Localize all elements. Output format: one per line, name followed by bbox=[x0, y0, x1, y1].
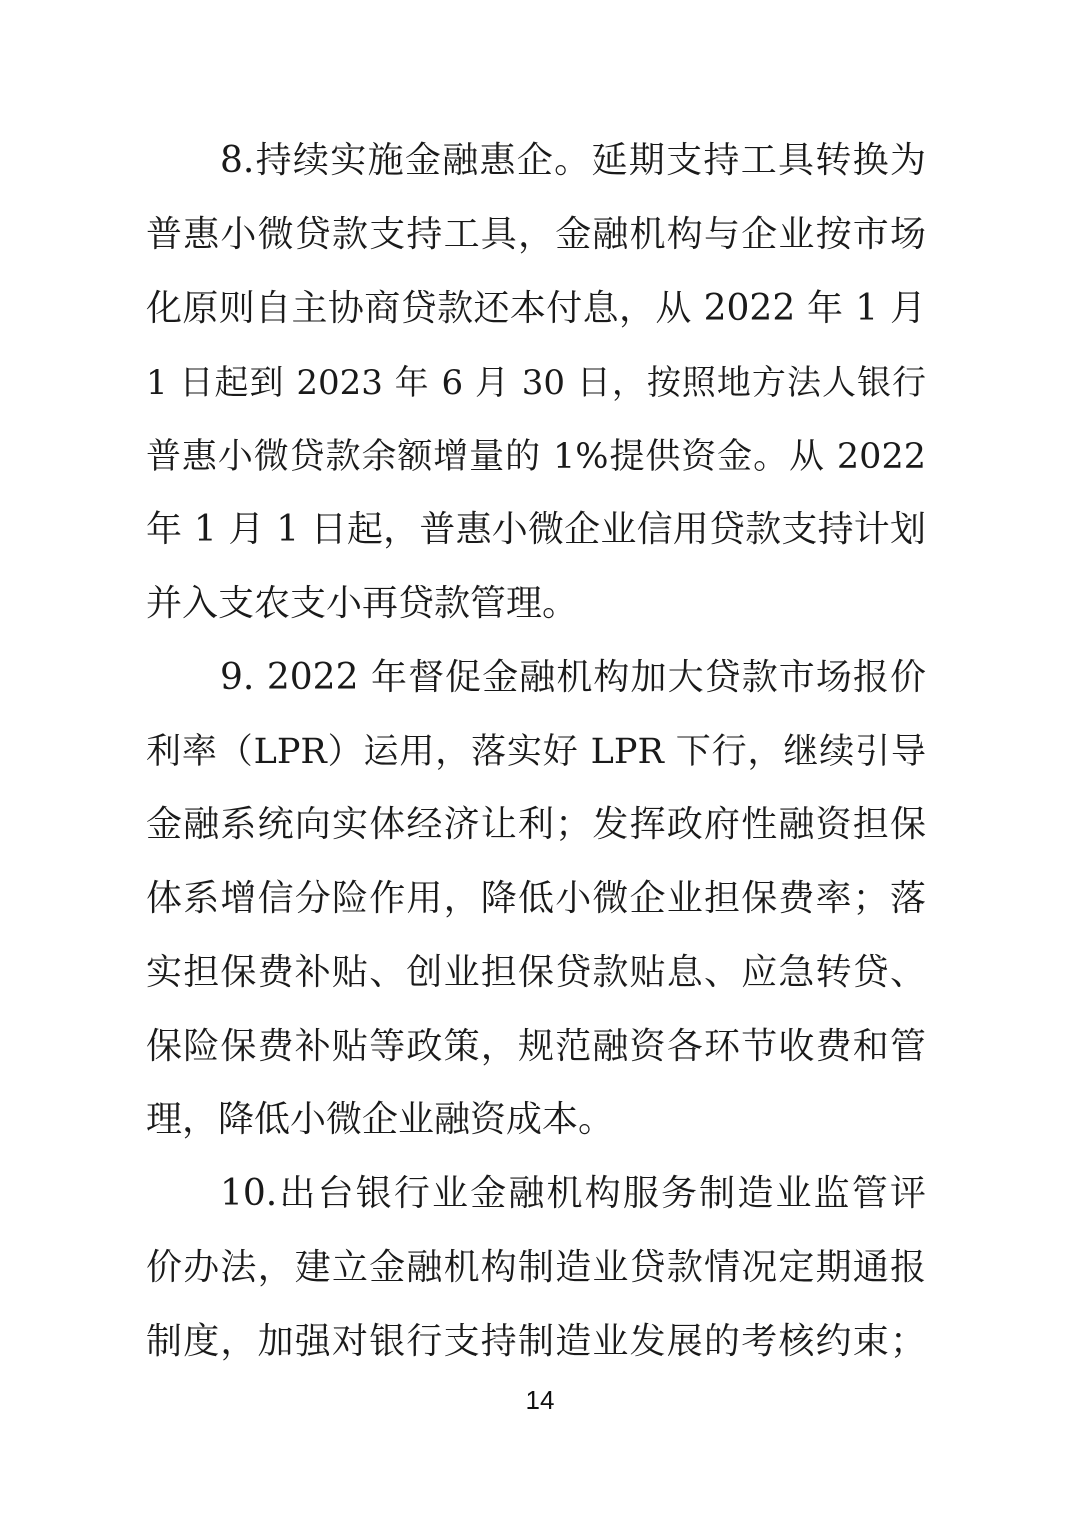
paragraph-9-line-4: 体系增信分险作用，降低小微企业担保费率；落 bbox=[146, 878, 926, 919]
paragraph-9-line-3: 金融系统向实体经济让利；发挥政府性融资担保 bbox=[146, 804, 926, 845]
paragraph-8-line-2: 普惠小微贷款支持工具，金融机构与企业按市场 bbox=[146, 214, 926, 255]
paragraph-9-line-6: 保险保费补贴等政策，规范融资各环节收费和管 bbox=[146, 1026, 926, 1067]
paragraph-8-line-7: 并入支农支小再贷款管理。 bbox=[146, 583, 579, 624]
paragraph-8-line-5: 普惠小微贷款余额增量的 1%提供资金。从 2022 bbox=[146, 437, 926, 477]
paragraph-9-line-1: 9. 2022 年督促金融机构加大贷款市场报价 bbox=[220, 657, 926, 698]
paragraph-10-line-1: 10.出台银行业金融机构服务制造业监管评 bbox=[220, 1173, 926, 1214]
paragraph-9-line-7: 理，降低小微企业融资成本。 bbox=[146, 1099, 615, 1140]
paragraph-9-line-2: 利率（LPR）运用，落实好 LPR 下行，继续引导 bbox=[146, 732, 926, 772]
paragraph-10-line-2: 价办法，建立金融机构制造业贷款情况定期通报 bbox=[146, 1247, 926, 1288]
paragraph-9-line-5: 实担保费补贴、创业担保贷款贴息、应急转贷、 bbox=[146, 952, 926, 993]
page-number: 14 bbox=[525, 1385, 555, 1415]
paragraph-8-line-3: 化原则自主协商贷款还本付息，从 2022 年 1 月 bbox=[146, 288, 926, 329]
paragraph-8-line-1: 8.持续实施金融惠企。延期支持工具转换为 bbox=[220, 140, 926, 181]
paragraph-10-line-3: 制度，加强对银行支持制造业发展的考核约束； bbox=[146, 1321, 926, 1362]
paragraph-8-line-6: 年 1 月 1 日起，普惠小微企业信用贷款支持计划 bbox=[146, 509, 926, 550]
paragraph-8-line-4: 1 日起到 2023 年 6 月 30 日，按照地方法人银行 bbox=[146, 363, 926, 403]
